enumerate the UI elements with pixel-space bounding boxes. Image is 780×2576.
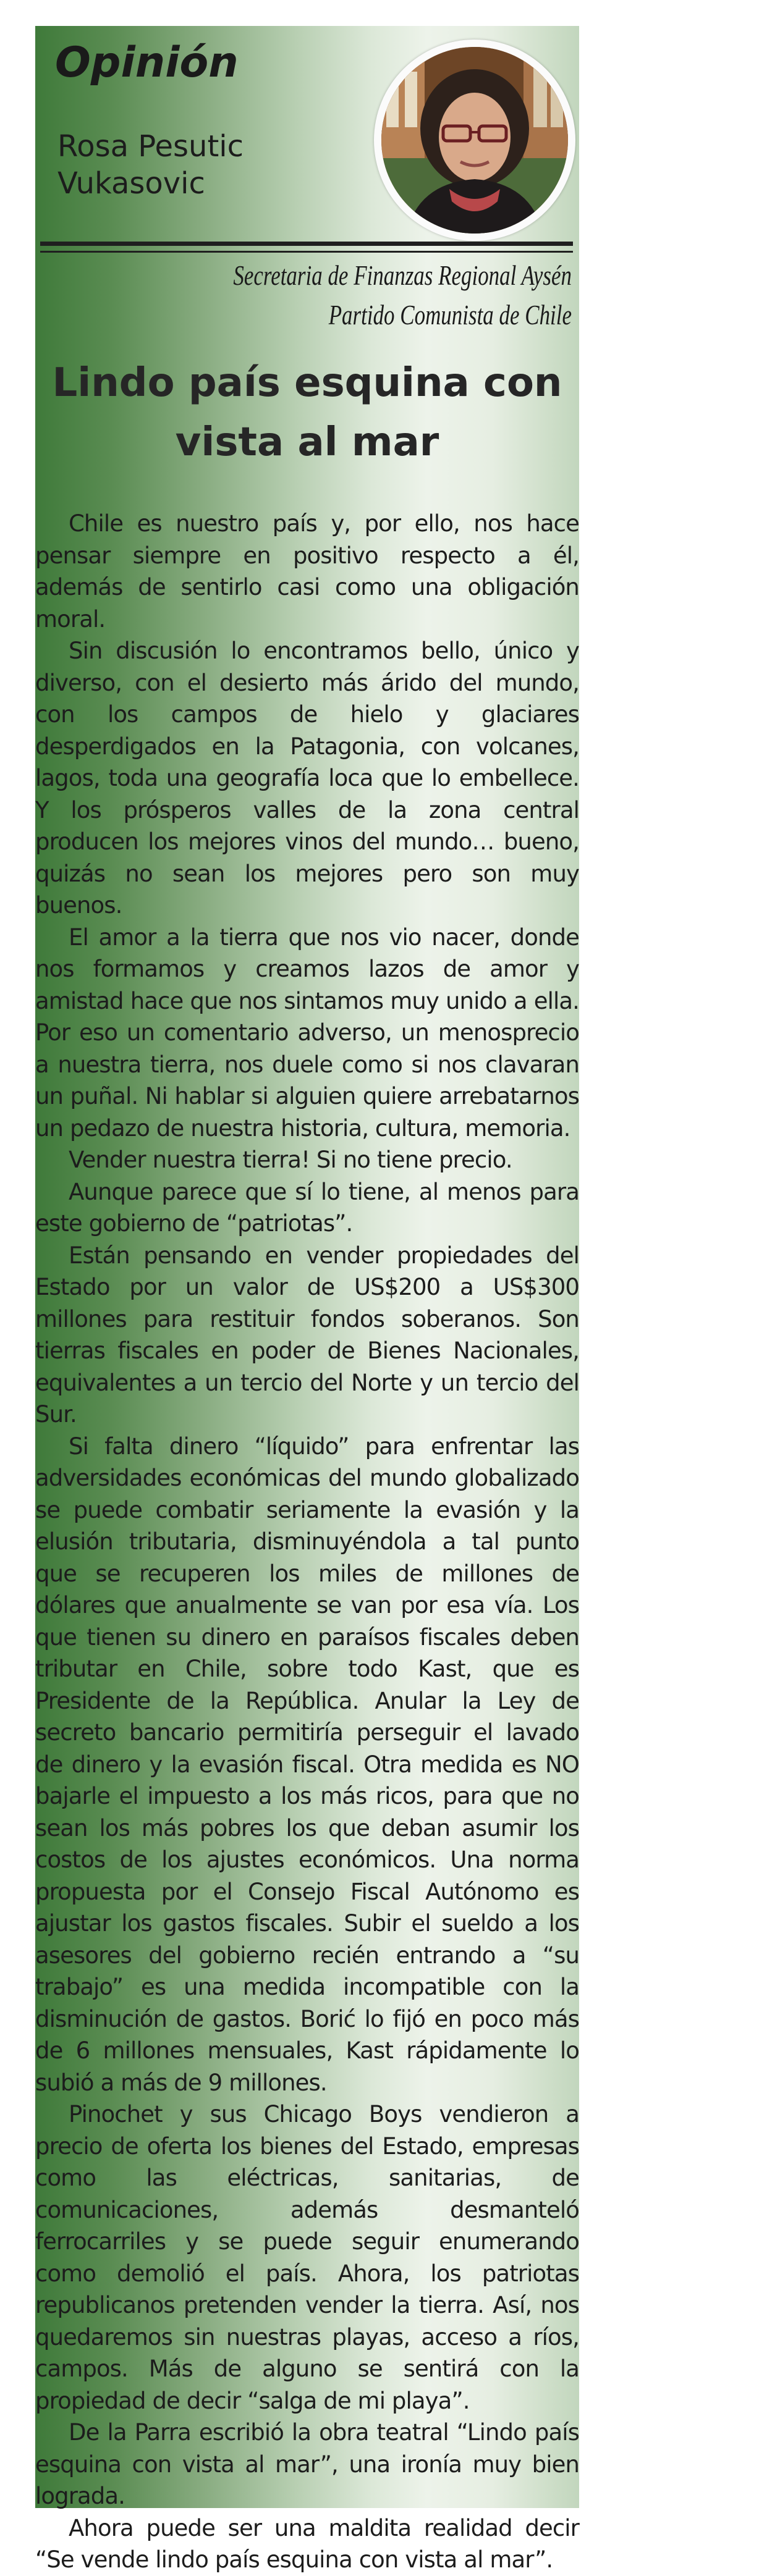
author-photo xyxy=(374,40,575,241)
section-label: Opinión xyxy=(55,38,239,87)
author-portrait xyxy=(381,47,568,234)
opinion-column xyxy=(35,26,579,2573)
author-role: Secretaria de Finanzas Regional Aysén xyxy=(233,259,572,291)
article-title-line-1: Lindo país esquina con xyxy=(52,360,562,406)
paragraph: Vender nuestra tierra! Si no tiene precio. xyxy=(69,1147,512,1173)
paragraph: Aunque parece que sí lo tiene, al menos para este gobierno de “patriotas”. xyxy=(35,1178,579,1237)
article-title-line-2: vista al mar xyxy=(175,419,439,465)
article-body xyxy=(35,508,579,2576)
paragraph: Están pensando en vender propiedades del Estado por un valor de US$200 a US$300 millones para restituir fondos soberanos. Son tierras fiscales en poder de Bienes Nacionales, equivalentes a un tercio del Norte y un tercio del Sur. xyxy=(35,1242,579,1428)
paragraph: Ahora puede ser una maldita realidad decir “Se vende lindo país esquina con vista al mar”. xyxy=(35,2514,579,2573)
paragraph: El amor a la tierra que nos vio nacer, donde nos formamos y creamos lazos de amor y amistad hace que nos sintamos muy unido a ella. Por eso un comentario adverso, un menosprecio a nuestra tierra, nos duele como si nos clavaran un puñal. Ni hablar si alguien quiere arrebatarnos un pedazo de nuestra historia, cultura, memoria. xyxy=(35,924,579,1142)
paragraph: Chile es nuestro país y, por ello, nos hace pensar siempre en positivo respecto a él, además de sentirlo casi como una obligación moral. xyxy=(35,510,579,633)
paragraph: Sin discusión lo encontramos bello, único y diverso, con el desierto más árido del mundo, con los campos de hielo y glaciares desperdigados en la Patagonia, con volcanes, lagos, toda una geografía loca que lo embellece. Y los prósperos valles de la zona central producen los mejores vinos del mundo… bueno, quizás no sean los mejores pero son muy buenos. xyxy=(35,638,579,919)
author-name xyxy=(57,128,354,202)
author-affiliation xyxy=(167,256,572,335)
paragraph: De la Parra escribió la obra teatral “Lindo país esquina con vista al mar”, una ironía muy bien lograda. xyxy=(35,2419,579,2509)
author-name-line-2: Vukasovic xyxy=(57,166,205,201)
paragraph: Pinochet y sus Chicago Boys vendieron a precio de oferta los bienes del Estado, empresas como las eléctricas, sanitarias, de comunicaciones, además desmanteló ferrocarriles y se puede seguir enumerando como demolió el país. Ahora, los patriotas republicanos pretenden vender la tierra. Así, nos quedaremos sin nuestras playas, acceso a ríos, campos. Más de alguno se sentirá con la propiedad de decir “salga de mi playa”. xyxy=(35,2101,579,2414)
paragraph: Si falta dinero “líquido” para enfrentar las adversidades económicas del mundo globalizado se puede combatir seriamente la evasión y la elusión tributaria, disminuyéndola a tal punto que se recuperen los miles de millones de dólares que anualmente se van por esa vía. Los que tienen su dinero en paraísos fiscales deben tributar en Chile, sobre todo Kast, que es Presidente de la República. Anular la Ley de secreto bancario permitiría perseguir el lavado de dinero y la evasión fiscal. Otra medida es NO bajarle el impuesto a los más ricos, para que no sean los más pobres los que deban asumir los costos de los ajustes económicos. Una norma propuesta por el Consejo Fiscal Autónomo es ajustar los gastos fiscales. Subir el sueldo a los asesores del gobierno recién entrando a “su trabajo” es una medida incompatible con la disminución de gastos. Borić lo fijó en poco más de 6 millones mensuales, Kast rápidamente lo subió a más de 9 millones. xyxy=(35,1433,579,2096)
author-name-line-1: Rosa Pesutic xyxy=(57,129,244,164)
header-divider-thick xyxy=(40,242,573,246)
author-party: Partido Comunista de Chile xyxy=(328,299,572,330)
header-divider-thin xyxy=(40,251,573,253)
portrait-illustration xyxy=(381,47,568,234)
article-title xyxy=(35,353,579,472)
